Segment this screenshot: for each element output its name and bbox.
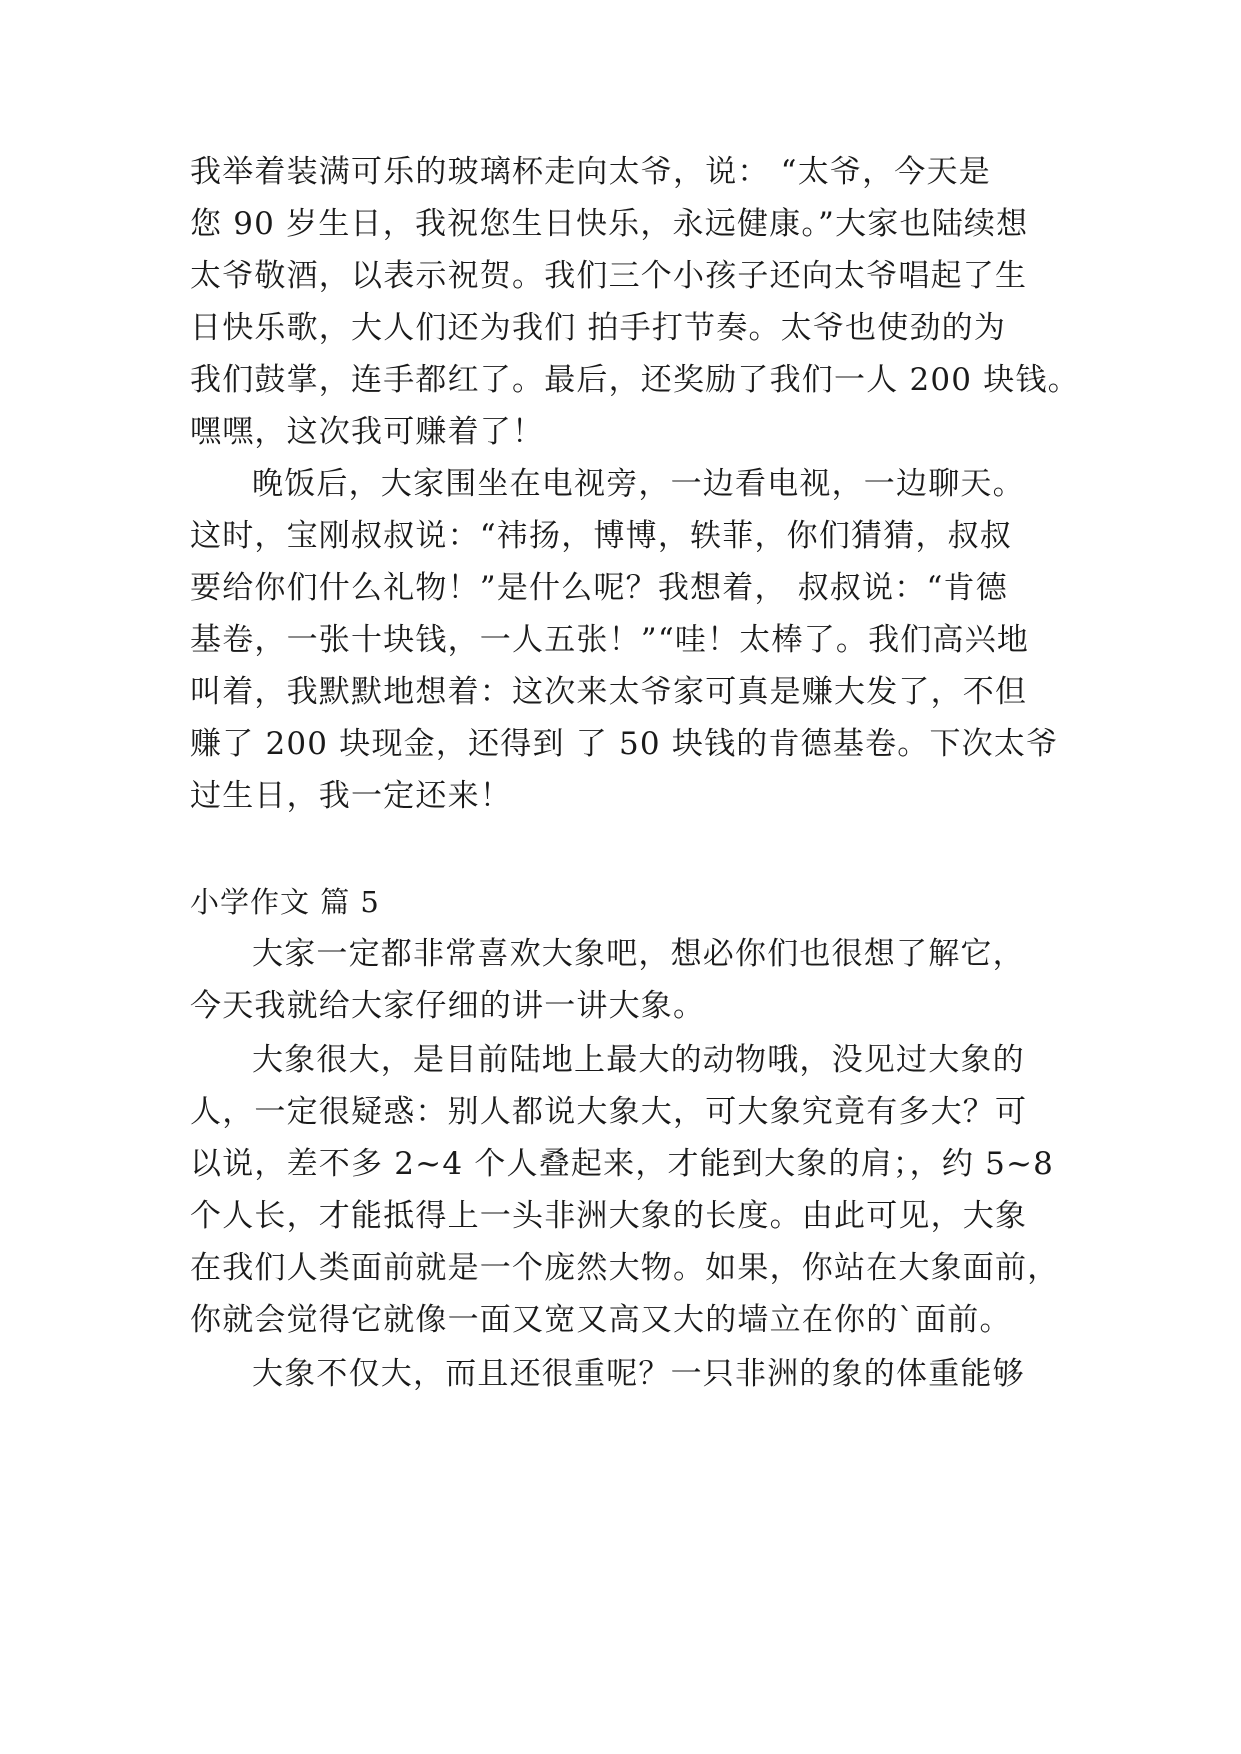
passage1-line-2: 您 90 岁生日，我祝您生日快乐，永远健康。”大家也陆续想	[190, 206, 1029, 242]
passage4-line-2: 人，一定很疑惑：别人都说大象大，可大象究竟有多大？可	[190, 1094, 1028, 1130]
passage1-line-4: 日快乐歌，大人们还为我们 拍手打节奏。太爷也使劲的为	[190, 310, 1007, 346]
passage4-line-4: 个人长，才能抵得上一头非洲大象的长度。由此可见，大象	[190, 1198, 1028, 1234]
passage1-line-1: 我举着装满可乐的玻璃杯走向太爷，说： “太爷，今天是	[190, 154, 991, 190]
passage2-line-4: 基卷，一张十块钱，一人五张！”“哇！太棒了。我们高兴地	[190, 622, 1030, 658]
passage2-line-6: 赚了 200 块现金，还得到 了 50 块钱的肯德基卷。下次太爷	[190, 726, 1059, 762]
passage2-line-3: 要给你们什么礼物！”是什么呢？我想着， 叔叔说：“肯德	[190, 570, 1008, 606]
passage1-line-5: 我们鼓掌，连手都红了。最后，还奖励了我们一人 200 块钱。	[190, 362, 1080, 398]
passage4-line-3: 以说，差不多 2~4 个人叠起来，才能到大象的肩；，约 5~8	[190, 1146, 1055, 1182]
passage4-line-1: 大象很大，是目前陆地上最大的动物哦，没见过大象的	[252, 1042, 1025, 1078]
section-heading: 小学作文 篇 5	[190, 885, 380, 919]
passage3-line-1: 大家一定都非常喜欢大象吧，想必你们也很想了解它，	[252, 936, 1025, 972]
passage4-line-6: 你就会觉得它就像一面又宽又高又大的墙立在你的`面前。	[190, 1302, 1012, 1338]
passage2-line-5: 叫着，我默默地想着：这次来太爷家可真是赚大发了，不但	[190, 674, 1028, 710]
passage2-line-2: 这时，宝刚叔叔说：“祎扬，博博，轶菲，你们猜猜，叔叔	[190, 518, 1013, 554]
passage1-line-3: 太爷敬酒，以表示祝贺。我们三个小孩子还向太爷唱起了生	[190, 258, 1028, 294]
passage4-line-5: 在我们人类面前就是一个庞然大物。如果，你站在大象面前，	[190, 1250, 1060, 1286]
passage1-line-6: 嘿嘿，这次我可赚着了！	[190, 414, 545, 450]
passage5-line-1: 大象不仅大，而且还很重呢？一只非洲的象的体重能够	[252, 1356, 1025, 1392]
passage2-line-7: 过生日，我一定还来！	[190, 778, 512, 814]
passage2-line-1: 晚饭后，大家围坐在电视旁，一边看电视，一边聊天。	[252, 466, 1025, 502]
passage3-line-2: 今天我就给大家仔细的讲一讲大象。	[190, 988, 706, 1024]
